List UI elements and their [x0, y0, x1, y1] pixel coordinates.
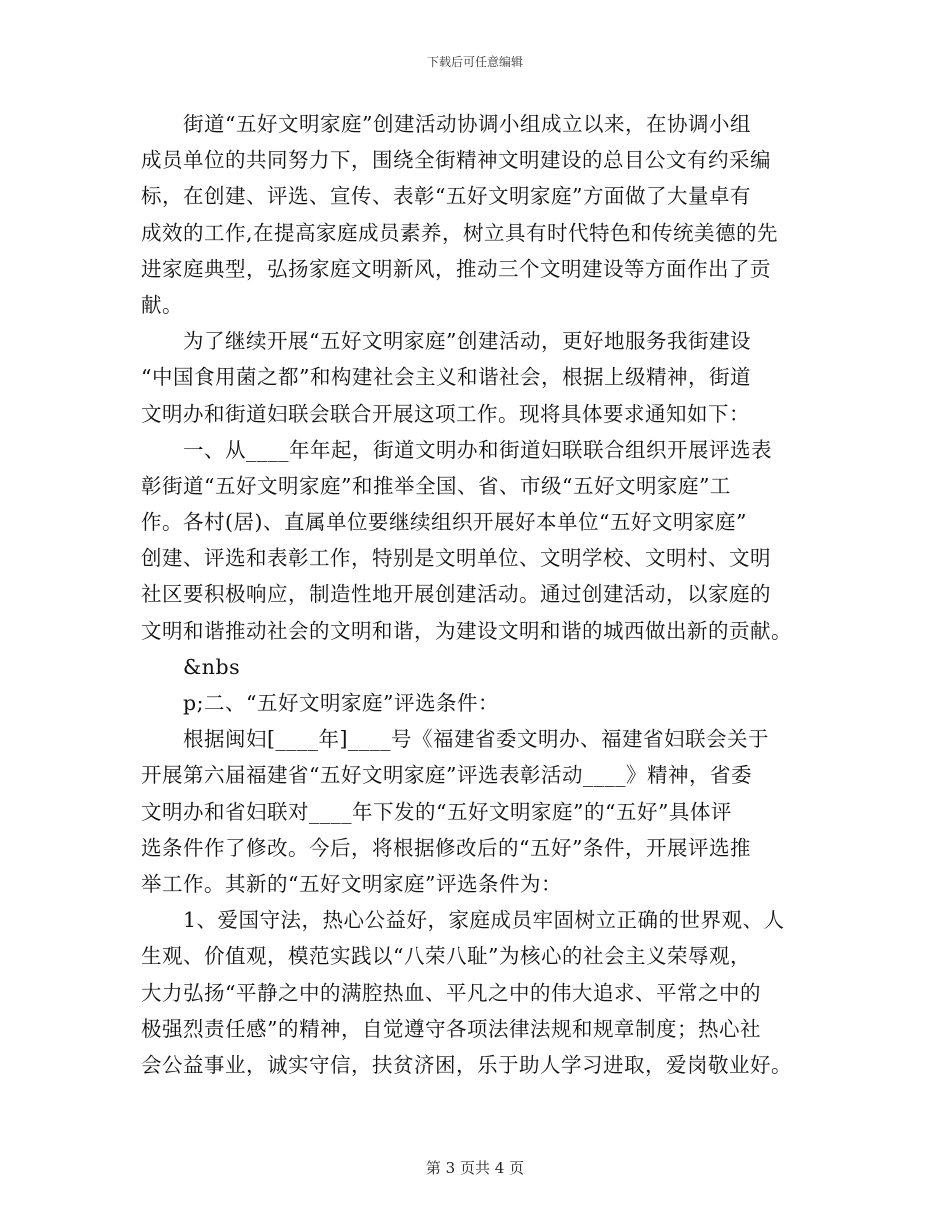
- text-line: 彰街道“五好文明家庭”和推举全国、省、市级“五好文明家庭”工: [141, 473, 731, 498]
- text-line: 生观、价值观，模范实践以“八荣八耻”为核心的社会主义荣辱观，: [141, 944, 751, 969]
- text-line: 成员单位的共同努力下，围绕全街精神文明建设的总目公文有约采编: [141, 148, 771, 173]
- text-line: 举工作。其新的“五好文明家庭”评选条件为：: [141, 871, 562, 896]
- text-line: 创建、评选和表彰工作，特别是文明单位、文明学校、文明村、文明: [141, 546, 771, 571]
- text-line: 文明办和省妇联对____年下发的“五好文明家庭”的“五好”具体评: [141, 799, 732, 824]
- text-line: 根据闽妇[____年]____号《福建省委文明办、福建省妇联会关于: [183, 727, 769, 752]
- text-line: “中国食用菌之都”和构建社会主义和谐社会，根据上级精神，街道: [141, 365, 751, 390]
- text-line: 一、从____年年起，街道文明办和街道妇联联合组织开展评选表: [183, 437, 772, 462]
- text-line: 献。: [141, 292, 183, 317]
- text-line: 会公益事业，诚实守信，扶贫济困，乐于助人学习进取，爱岗敬业好。: [141, 1052, 792, 1077]
- text-line: 1、爱国守法，热心公益好，家庭成员牢固树立正确的世界观、人: [183, 908, 785, 933]
- text-line: 开展第六届福建省“五好文明家庭”评选表彰活动____》精神，省委: [141, 763, 752, 788]
- text-line: p;二、“五好文明家庭”评选条件：: [183, 691, 499, 715]
- text-line: &nbs: [183, 654, 241, 679]
- text-line: 作。各村(居)、直属单位要继续组织开展好本单位“五好文明家庭”: [141, 510, 747, 535]
- page-footer: 第 3 页共 4 页: [425, 1159, 525, 1177]
- page-header: 下载后可任意编辑: [426, 55, 523, 69]
- text-line: 文明办和街道妇联会联合开展这项工作。现将具体要求通知如下：: [141, 401, 750, 426]
- text-line: 为了继续开展“五好文明家庭”创建活动，更好地服务我街建设: [183, 329, 751, 354]
- document-body: [141, 106, 821, 1083]
- text-line: 标，在创建、评选、宣传、表彰“五好文明家庭”方面做了大量卓有: [141, 184, 751, 209]
- text-line: 成效的工作,在提高家庭成员素养，树立具有时代特色和传统美德的先: [141, 220, 779, 245]
- text-line: 极强烈责任感”的精神，自觉遵守各项法律法规和规章制度；热心社: [141, 1016, 761, 1041]
- text-line: 街道“五好文明家庭”创建活动协调小组成立以来，在协调小组: [183, 112, 751, 136]
- text-line: 社区要积极响应，制造性地开展创建活动。通过创建活动，以家庭的: [141, 582, 771, 607]
- text-line: 文明和谐推动社会的文明和谐，为建设文明和谐的城西做出新的贡献。: [141, 618, 792, 643]
- text-line: 进家庭典型，弘扬家庭文明新风，推动三个文明建设等方面作出了贡: [141, 256, 771, 281]
- text-line: 选条件作了修改。今后，将根据修改后的“五好”条件，开展评选推: [141, 835, 751, 860]
- text-line: 大力弘扬“平静之中的满腔热血、平凡之中的伟大追求、平常之中的: [141, 980, 761, 1005]
